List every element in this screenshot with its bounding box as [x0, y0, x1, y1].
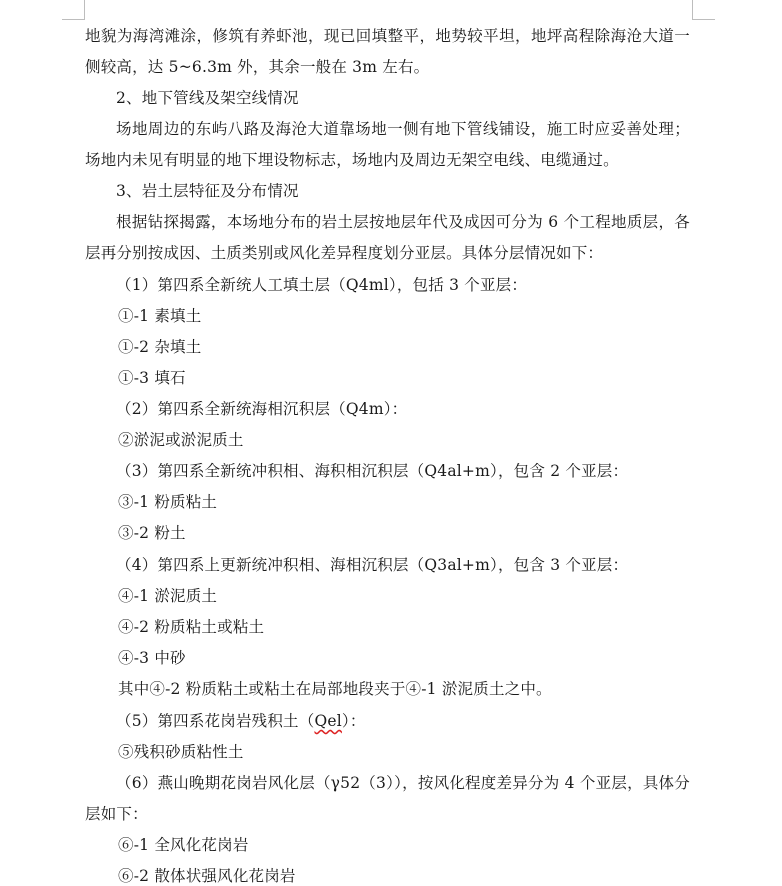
- sublayer-item: ⑥-2 散体状强风化花岗岩: [118, 867, 296, 885]
- sublayer-item: ④-3 中砂: [118, 649, 186, 667]
- section-heading: 3、岩土层特征及分布情况: [116, 182, 299, 200]
- sublayer-item: ⑥-1 全风化花岗岩: [118, 836, 249, 854]
- layer-heading: （3）第四系全新统冲积相、海积相沉积层（Q4al+m），包含 2 个亚层：: [116, 462, 629, 480]
- layer-heading-prefix: （5）第四系花岗岩残积土（: [116, 712, 315, 730]
- sublayer-item: ③-1 粉质粘土: [118, 493, 218, 511]
- spellcheck-flagged-code: Qel: [314, 712, 342, 730]
- layer-heading: [116, 711, 366, 731]
- layer-heading: （6）燕山晚期花岗岩风化层（γ52（3）），按风化程度差异分为 4 个亚层，具体分: [116, 774, 690, 792]
- sublayer-item: ④-2 粉质粘土或粘土: [118, 618, 265, 636]
- sublayer-item: ②淤泥或淤泥质土: [118, 431, 244, 449]
- layer-heading: （1）第四系全新统人工填土层（Q4ml），包括 3 个亚层：: [116, 276, 528, 294]
- paragraph-line: 侧较高，达 5~6.3m 外，其余一般在 3m 左右。: [85, 58, 430, 76]
- paragraph-line: 场地周边的东屿八路及海沧大道靠场地一侧有地下管线铺设，施工时应妥善处理；: [116, 120, 690, 138]
- sublayer-item: ①-1 素填土: [118, 307, 202, 325]
- paragraph-line: 场地内未见有明显的地下埋设物标志，场地内及周边无架空电线、电缆通过。: [85, 151, 619, 169]
- sublayer-item: ③-2 粉土: [118, 524, 186, 542]
- paragraph-line: 层如下：: [85, 805, 148, 823]
- paragraph-line: 地貌为海湾滩涂，修筑有养虾池，现已回填整平，地势较平坦，地坪高程除海沧大道一: [85, 27, 690, 45]
- page-corner-mark-top-right: [692, 0, 715, 20]
- layer-heading-suffix: ）：: [341, 712, 366, 730]
- sublayer-item: ⑤残积砂质粘性土: [118, 743, 244, 761]
- page-corner-mark-top-left: [62, 0, 85, 20]
- sublayer-item: ④-1 淤泥质土: [118, 587, 218, 605]
- paragraph-line: 根据钻探揭露，本场地分布的岩土层按地层年代及成因可分为 6 个工程地质层，各: [116, 213, 690, 231]
- sublayer-item: ①-2 杂填土: [118, 338, 202, 356]
- paragraph-line: 层再分别按成因、土质类别或风化差异程度划分亚层。具体分层情况如下：: [85, 244, 604, 262]
- sublayer-item: ①-3 填石: [118, 369, 186, 387]
- layer-heading: （4）第四系上更新统冲积相、海相沉积层（Q3al+m），包含 3 个亚层：: [116, 556, 629, 574]
- layer-note: 其中④-2 粉质粘土或粘土在局部地段夹于④-1 淤泥质土之中。: [118, 680, 552, 698]
- section-heading: 2、地下管线及架空线情况: [116, 89, 299, 107]
- layer-heading: （2）第四系全新统海相沉积层（Q4m）：: [116, 400, 408, 418]
